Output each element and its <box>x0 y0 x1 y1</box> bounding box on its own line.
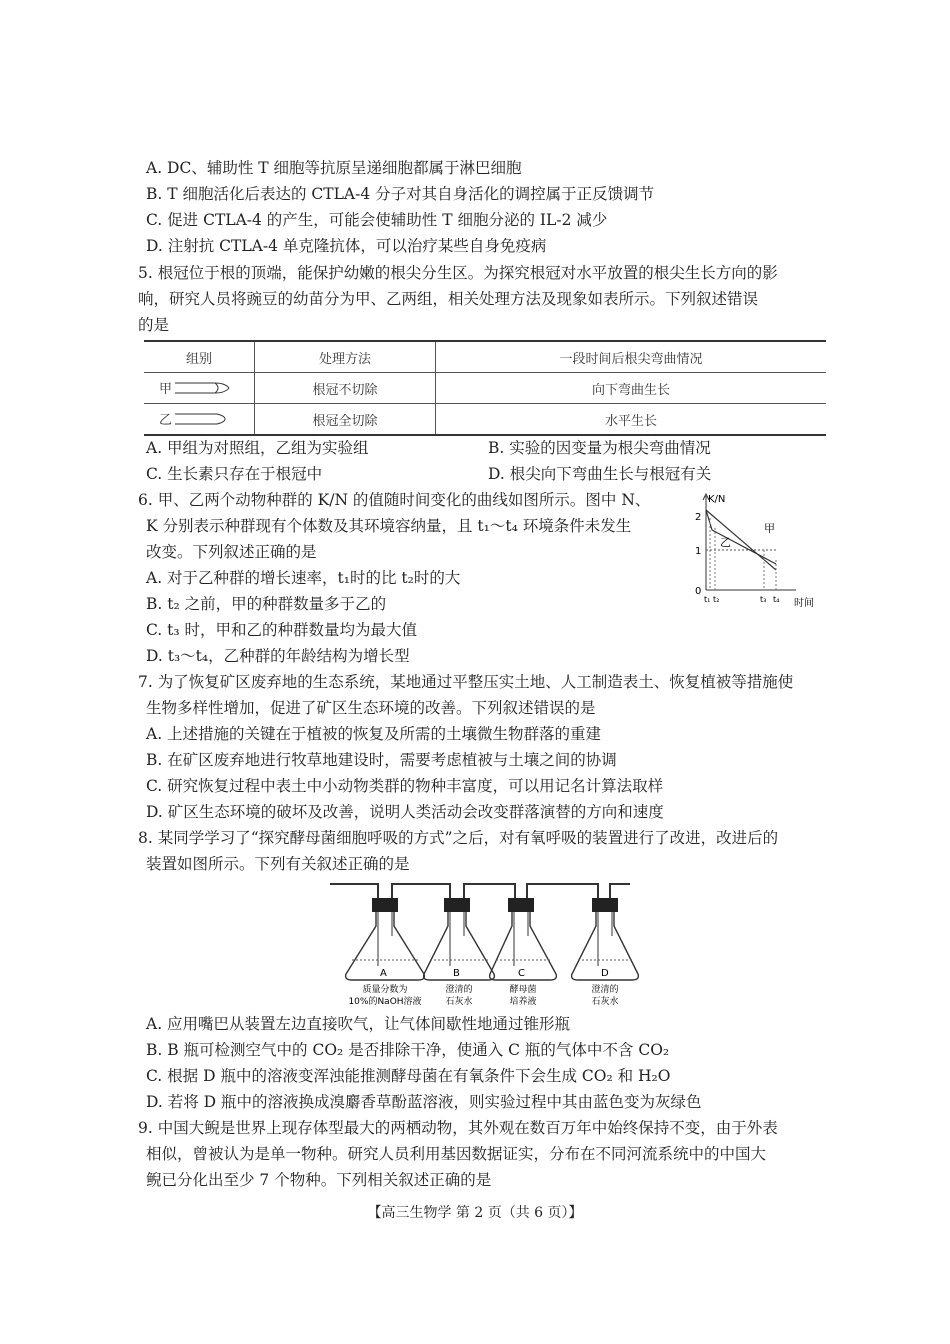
flask-a-letter: A <box>380 968 387 979</box>
q5-stem-line-1: 5. 根冠位于根的顶端，能保护幼嫩的根尖分生区。为探究根冠对水平放置的根尖生长方向的影 <box>138 264 778 282</box>
q7-stem-line-1: 7. 为了恢复矿区废弃地的生态系统，某地通过平整压实土地、人工制造表土、恢复植被等措施使 <box>138 673 794 691</box>
q5-header-group: 组别 <box>185 351 212 367</box>
q9-stem-line-1: 9. 中国大鲵是世界上现存体型最大的两栖动物，其外观在数百万年中始终保持不变，由于外表 <box>138 1119 778 1137</box>
q8-option-b: B. B 瓶可检测空气中的 CO₂ 是否排除干净，使通入 C 瓶的气体中不含 CO₂ <box>146 1041 670 1059</box>
flask-b-label-1: 澄清的 <box>445 985 473 995</box>
q4-option-a: A. DC、辅助性 T 细胞等抗原呈递细胞都属于淋巴细胞 <box>146 159 522 177</box>
q9-stem-line-3: 鲵已分化出至少 7 个物种。下列相关叙述正确的是 <box>146 1171 492 1189</box>
x-tick-t4: t₄ <box>773 595 780 604</box>
q7-option-a: A. 上述措施的关键在于植被的恢复及所需的土壤微生物群落的重建 <box>146 725 602 743</box>
root-tip-figure-jia <box>159 381 239 395</box>
q7-option-b: B. 在矿区废弃地进行牧草地建设时，需要考虑植被与土壤之间的协调 <box>146 751 617 769</box>
q6-option-c: C. t₃ 时，甲和乙的种群数量均为最大值 <box>146 621 418 639</box>
q5-stem-line-2: 响，研究人员将豌豆的幼苗分为甲、乙两组，相关处理方法及现象如表所示。下列叙述错误 <box>138 290 759 308</box>
x-axis-label: 时间 <box>794 598 814 609</box>
q8-option-d: D. 若将 D 瓶中的溶液换成溴麝香草酚蓝溶液，则实验过程中其由蓝色变为灰绿色 <box>146 1093 702 1111</box>
q7-option-d: D. 矿区生态环境的破坏及改善，说明人类活动会改变群落演替的方向和速度 <box>146 803 664 821</box>
flask-a-label-1: 质量分数为 <box>362 985 408 995</box>
q8-option-a: A. 应用嘴巴从装置左边直接吹气，让气体间歇性地通过锥形瓶 <box>146 1015 571 1033</box>
x-tick-t3: t₃ <box>760 595 767 604</box>
q5-table <box>144 340 826 436</box>
q6-stem-line-3: 改变。下列叙述正确的是 <box>146 543 317 561</box>
x-tick-t2: t₂ <box>713 595 720 604</box>
series-jia-line <box>706 510 776 570</box>
q6-kn-graph <box>686 488 826 610</box>
root-tip-figure-yi <box>159 412 239 426</box>
q6-stem-line-1: 6. 甲、乙两个动物种群的 K/N 的值随时间变化的曲线如图所示。图中 N、 <box>138 491 651 509</box>
y-tick-0: 0 <box>695 586 702 597</box>
q5-row-1-method: 根冠不切除 <box>255 373 436 404</box>
q5-table-row <box>144 373 826 404</box>
root-without-cap-icon <box>159 412 239 426</box>
q5-row-2-group-label: 乙 <box>159 413 173 428</box>
q5-stem-line-3: 的是 <box>138 316 170 334</box>
flask-c-label-2: 培养液 <box>509 997 537 1007</box>
y-tick-2: 2 <box>695 512 702 523</box>
q6-option-a: A. 对于乙种群的增长速率，t₁时的比 t₂时的大 <box>146 569 461 587</box>
q5-row-1-result: 向下弯曲生长 <box>436 373 827 404</box>
q5-option-c: C. 生长素只存在于根冠中 <box>146 465 323 483</box>
q6-option-d: D. t₃～t₄，乙种群的年龄结构为增长型 <box>146 647 410 665</box>
series-yi-label: 乙 <box>720 536 731 549</box>
q5-table-header <box>144 341 826 373</box>
flask-b-label-2: 石灰水 <box>445 997 473 1007</box>
q9-stem-line-2: 相似，曾被认为是单一物种。研究人员利用基因数据证实，分布在不同河流系统中的中国大 <box>146 1145 767 1163</box>
q5-row-2-method: 根冠全切除 <box>255 404 436 436</box>
q6-option-b: B. t₂ 之前，甲的种群数量多于乙的 <box>146 595 387 613</box>
q5-row-2-group <box>144 404 255 436</box>
root-with-cap-icon <box>159 381 239 395</box>
q4-option-c: C. 促进 CTLA-4 的产生，可能会使辅助性 T 细胞分泌的 IL-2 减少 <box>146 211 608 229</box>
flask-d-label-2: 石灰水 <box>591 997 619 1007</box>
tube-b-c <box>464 884 515 906</box>
q8-stem-line-1: 8. 某同学学习了“探究酵母菌细胞呼吸的方式”之后，对有氧呼吸的装置进行了改进，改进后的 <box>138 829 779 847</box>
q5-row-2-result: 水平生长 <box>436 404 827 436</box>
flask-a-label-2: 10%的NaOH溶液 <box>348 997 422 1007</box>
flask-d-label-1: 澄清的 <box>591 985 619 995</box>
q7-stem-line-2: 生物多样性增加，促进了矿区生态环境的改善。下列叙述错误的是 <box>146 699 596 717</box>
q5-header-method: 处理方法 <box>255 341 436 373</box>
q5-row-1-group <box>144 373 255 404</box>
q4-option-d: D. 注射抗 CTLA-4 单克隆抗体，可以治疗某些自身免疫病 <box>146 237 547 255</box>
y-axis-label: K/N <box>708 494 726 505</box>
flask-c-letter: C <box>518 968 525 979</box>
series-jia-label: 甲 <box>764 522 775 535</box>
flask-b-letter: B <box>453 968 460 979</box>
q6-stem-line-2: K 分别表示种群现有个体数及其环境容纳量，且 t₁～t₄ 环境条件未发生 <box>146 517 632 535</box>
q8-apparatus-figure <box>320 876 640 1014</box>
q5-header-result: 一段时间后根尖弯曲情况 <box>436 341 827 373</box>
q5-table-row <box>144 404 826 436</box>
q5-option-d: D. 根尖向下弯曲生长与根冠有关 <box>488 465 712 483</box>
q7-option-c: C. 研究恢复过程中表土中小动物类群的物种丰富度，可以用记名计算法取样 <box>146 777 664 795</box>
y-tick-1: 1 <box>695 546 702 557</box>
tube-a-b <box>392 884 450 906</box>
flask-d-letter: D <box>601 968 609 979</box>
q8-stem-line-2: 装置如图所示。下列有关叙述正确的是 <box>146 855 410 873</box>
tube-c-d <box>527 884 598 906</box>
inlet-tube <box>330 884 378 906</box>
x-tick-t1: t₁ <box>704 595 711 604</box>
flask-c-label-1: 酵母菌 <box>509 985 537 995</box>
page-footer: 【高三生物学 第 2 页（共 6 页）】 <box>367 1205 583 1221</box>
q5-option-a: A. 甲组为对照组，乙组为实验组 <box>146 439 369 457</box>
q5-row-1-group-label: 甲 <box>159 382 173 397</box>
q4-option-b: B. T 细胞活化后表达的 CTLA-4 分子对其自身活化的调控属于正反馈调节 <box>146 185 655 203</box>
q5-option-b: B. 实验的因变量为根尖弯曲情况 <box>488 439 711 457</box>
q8-option-c: C. 根据 D 瓶中的溶液变浑浊能推测酵母菌在有氧条件下会生成 CO₂ 和 H₂O <box>146 1067 671 1085</box>
